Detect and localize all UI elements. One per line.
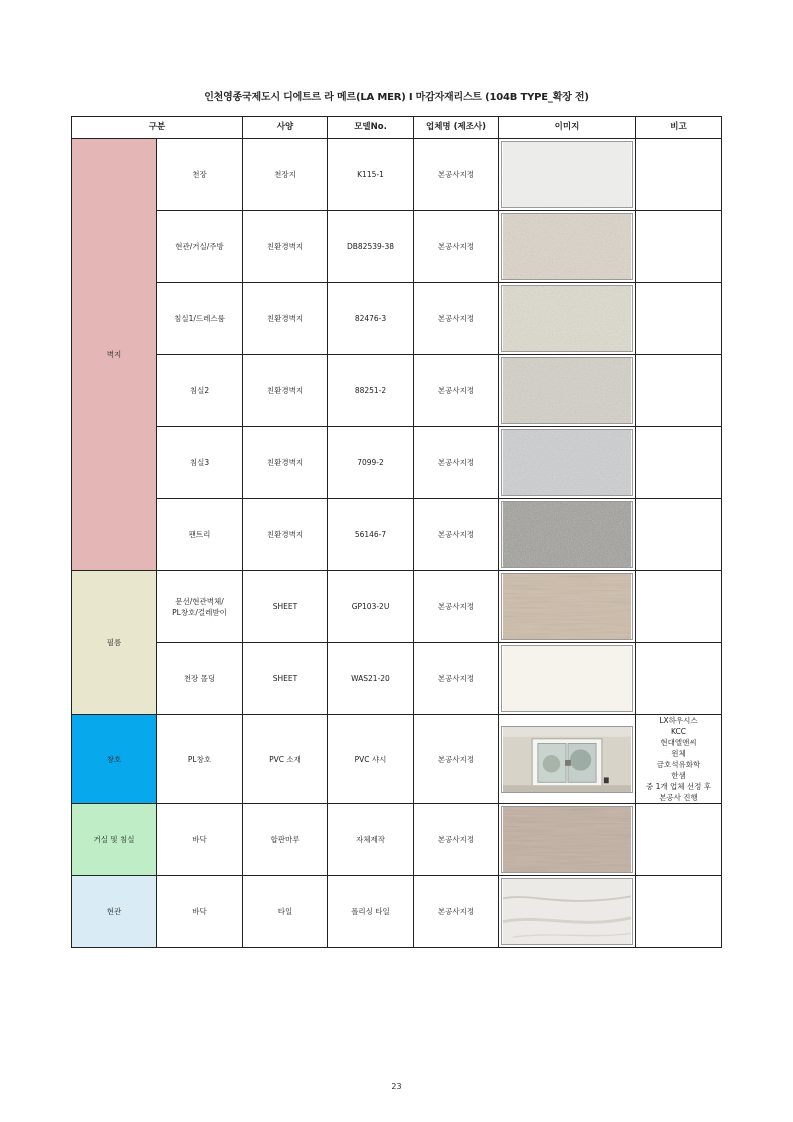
row-remark-manufacturers: LX하우시스 KCC 현대엘앤씨 윈체 금호석유화학 한샘 중 1개 업체 선정 후 본공사 진행 [636,715,722,804]
row-area: 현관/거실/주방 [157,211,243,283]
row-area: 바닥 [157,804,243,876]
row-image [499,139,636,211]
group-floor: 거실 및 침실 [72,804,157,876]
table-row [72,283,722,355]
row-maker: 본공사지정 [414,643,499,715]
row-model: DB82539-38 [328,211,414,283]
row-area: 천장 [157,139,243,211]
row-spec: 친환경벽지 [243,499,328,571]
material-swatch-wood-floor [501,806,633,873]
header-category: 구분 [72,117,243,139]
row-image [499,427,636,499]
row-maker: 본공사지정 [414,355,499,427]
row-area: PL창호 [157,715,243,804]
material-swatch-bedroom1 [501,285,633,352]
row-image [499,804,636,876]
table-row [72,715,722,804]
row-area: 팬트리 [157,499,243,571]
header-maker: 업체명 (제조사) [414,117,499,139]
row-image [499,571,636,643]
row-spec: 천장지 [243,139,328,211]
row-spec: 합판마루 [243,804,328,876]
row-maker: 본공사지정 [414,571,499,643]
table-row [72,571,722,643]
group-film: 필름 [72,571,157,715]
row-image [499,355,636,427]
row-spec: 친환경벽지 [243,211,328,283]
header-spec: 사양 [243,117,328,139]
row-spec: 친환경벽지 [243,283,328,355]
row-area: 바닥 [157,876,243,948]
row-model: 88251-2 [328,355,414,427]
group-window: 창호 [72,715,157,804]
table-row [72,427,722,499]
row-remark [636,283,722,355]
row-maker: 본공사지정 [414,427,499,499]
row-spec: SHEET [243,571,328,643]
row-model: WAS21-20 [328,643,414,715]
material-swatch-bedroom3 [501,429,633,496]
row-remark [636,876,722,948]
material-swatch-bedroom2 [501,357,633,424]
material-swatch-molding [501,645,633,712]
row-spec: 친환경벽지 [243,355,328,427]
row-remark [636,427,722,499]
window-photo [501,726,633,793]
row-spec: SHEET [243,643,328,715]
row-area: 문선/현관벽체/ PL창호/걸레받이 [157,571,243,643]
material-swatch-wood-sheet [501,573,633,640]
row-model: 폴리싱 타일 [328,876,414,948]
row-model: K115-1 [328,139,414,211]
row-remark [636,211,722,283]
row-remark [636,804,722,876]
page-number: 23 [391,1082,402,1091]
row-remark [636,355,722,427]
document-title: 인천영종국제도시 디에트르 라 메르(LA MER) I 마감자재리스트 (104B TYPE_확장 전) [204,92,589,103]
group-entrance: 현관 [72,876,157,948]
row-remark [636,643,722,715]
row-model: 자체제작 [328,804,414,876]
row-area: 침실2 [157,355,243,427]
row-spec: 친환경벽지 [243,427,328,499]
row-model: 7099-2 [328,427,414,499]
table-header-row [72,117,722,139]
material-swatch-living [501,213,633,280]
table-row [72,211,722,283]
row-maker: 본공사지정 [414,139,499,211]
row-image [499,643,636,715]
table-row [72,876,722,948]
row-spec: PVC 소재 [243,715,328,804]
row-area: 천장 몰딩 [157,643,243,715]
material-swatch-pantry [501,501,633,568]
row-model: GP103-2U [328,571,414,643]
material-swatch-marble-tile [501,878,633,945]
row-maker: 본공사지정 [414,499,499,571]
table-row [72,804,722,876]
table-row [72,355,722,427]
row-remark [636,499,722,571]
header-remark: 비고 [636,117,722,139]
finish-material-table [71,116,722,948]
row-maker: 본공사지정 [414,211,499,283]
header-image: 이미지 [499,117,636,139]
table-row [72,139,722,211]
group-wall: 벽지 [72,139,157,571]
table-row [72,643,722,715]
row-maker: 본공사지정 [414,876,499,948]
row-maker: 본공사지정 [414,715,499,804]
row-image [499,876,636,948]
row-area: 침실3 [157,427,243,499]
row-remark [636,139,722,211]
row-maker: 본공사지정 [414,283,499,355]
table-row [72,499,722,571]
row-model: PVC 샤시 [328,715,414,804]
row-image [499,499,636,571]
row-image [499,211,636,283]
material-swatch-ceiling [501,141,633,208]
row-remark [636,571,722,643]
row-image [499,283,636,355]
row-model: 82476-3 [328,283,414,355]
row-area: 침실1/드레스룸 [157,283,243,355]
row-maker: 본공사지정 [414,804,499,876]
row-model: 56146-7 [328,499,414,571]
row-spec: 타일 [243,876,328,948]
header-model: 모델No. [328,117,414,139]
row-image [499,715,636,804]
